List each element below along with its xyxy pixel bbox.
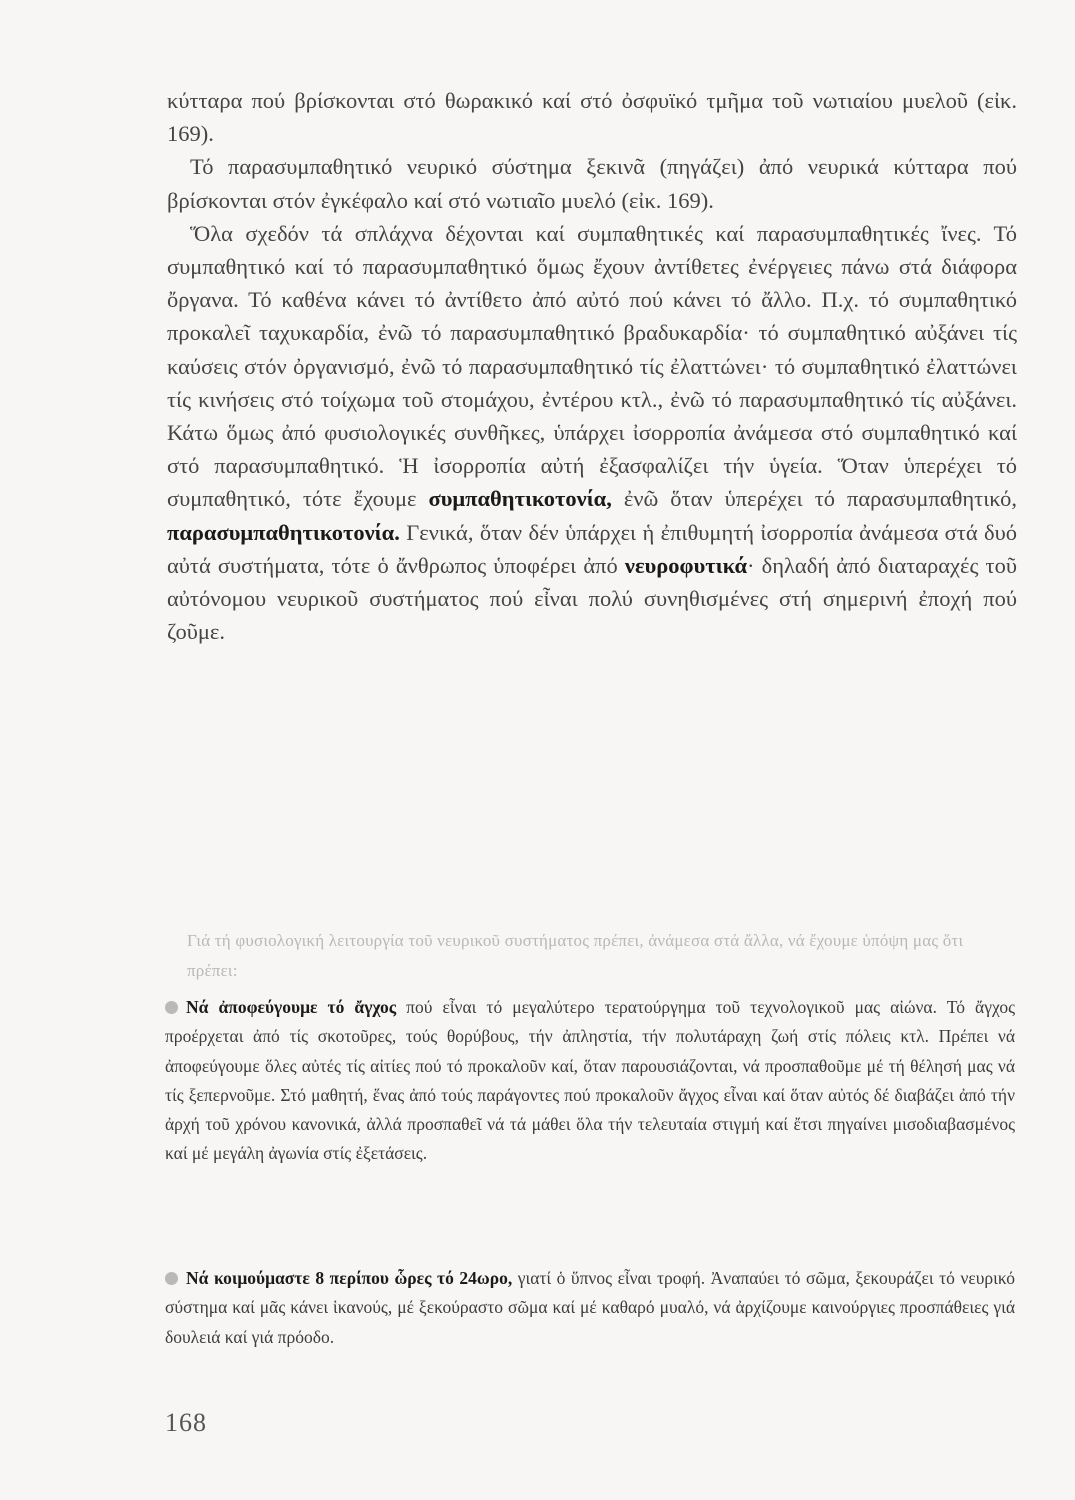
paragraph-1: κύτταρα πού βρίσκονται στό θωρακικό καί στό ὀσφυϊκό τμῆμα τοῦ νωτιαίου μυελοῦ (εἰκ. 169). (167, 88, 1017, 147)
advice-item-sleep (165, 1264, 1015, 1352)
advice-intro-text: Γιά τή φυσιολογική λειτουργία τοῦ νευρικοῦ συστήματος πρέπει, ἀνάμεσα στά ἄλλα, νά ἔχουμε ὑπόψη μας ὅτι πρέπει: (187, 931, 964, 980)
advice-item-anxiety (165, 993, 1015, 1169)
advice-item-anxiety-title: Νά ἀποφεύγουμε τό ἄγχος (186, 997, 397, 1017)
paragraph-3-text-b: ἐνῶ ὅταν ὑπερέχει τό παρασυμπαθητικό, (611, 486, 1017, 512)
advice-intro (187, 926, 1017, 986)
advice-item-anxiety-text (165, 993, 1015, 1169)
advice-item-sleep-title: Νά κοιμούμαστε 8 περίπου ὧρες τό 24ωρο, (186, 1268, 513, 1288)
bullet-dot-icon (165, 1001, 178, 1014)
paragraph-3-text-c: Γενικά, ὅταν δέν ὑπάρχει ἡ ἐπιθυμητή ἰσορροπία ἀνάμεσα στά δυό αὐτά συστήματα, τότε ὁ ἄνθρωπος ὑποφέρει ἀπό (167, 519, 1017, 578)
term-neurovegetative: νευροφυτικά (624, 552, 748, 578)
paragraph-3 (167, 217, 1017, 649)
term-sympathicotonia: συμπαθητικοτονία, (428, 486, 612, 512)
page-number: 168 (165, 1408, 207, 1437)
term-parasympathicotonia: παρασυμπαθητικοτονία. (167, 519, 400, 545)
paragraph-3-text-a: Ὅλα σχεδόν τά σπλάχνα δέχονται καί συμπαθητικές καί παρασυμπαθητικές ἴνες. Τό συμπαθητικό καί τό παρασυμπαθητικό ὅμως ἔχουν ἀντίθετες ἐνέργειες πάνω στά διάφορα ὄργανα. Τό καθένα κάνει τό ἀντίθετο ἀπό αὐτό πού κάνει τό ἄλλο. Π.χ. τό συμπαθητικό προκαλεῖ ταχυκαρδία, ἐνῶ τό παρασυμπαθητικό βραδυκαρδία· τό συμπαθητικό αὐξάνει τίς καύσεις στόν ὀργανισμό, ἐνῶ τό παρασυμπαθητικό τίς ἐλαττώνει· τό συμπαθητικό ἐλαττώνει τίς κινήσεις στό τοίχωμα τοῦ στομάχου, ἐντέρου κτλ., ἐνῶ τό παρασυμπαθητικό τίς αὐξάνει. Κάτω ὅμως ἀπό φυσιολογικές συνθῆκες, ὑπάρχει ἰσορροπία ἀνάμεσα στό συμπαθητικό καί στό παρασυμπαθητικό. Ἡ ἰσορροπία αὐτή ἐξασφαλίζει τήν ὑγεία. Ὅταν ὑπερέχει τό συμπαθητικό, τότε ἔχουμε (167, 220, 1017, 512)
main-text-block (167, 84, 1017, 648)
advice-item-sleep-body: γιατί ὁ ὕπνος εἶναι τροφή. Ἀναπαύει τό σῶμα, ξεκουράζει τό νευρικό σύστημα καί μᾶς κάνει ἱκανούς, μέ ξεκούραστο σῶμα καί μέ καθαρό μυαλό, νά ἀρχίζουμε καινούργιες προσπάθειες γιά δουλειά καί γιά πρόοδο. (165, 1268, 1016, 1347)
paragraph-3-text-d: · δηλαδή ἀπό διαταραχές τοῦ αὐτόνομου νευρικοῦ συστήματος πού εἶναι πολύ συνηθισμένες στή σημερινή ἐποχή πού ζοῦμε. (167, 552, 1017, 645)
advice-item-anxiety-body: πού εἶναι τό μεγαλύτερο τερατούργημα τοῦ τεχνολογικοῦ μας αἰώνα. Τό ἄγχος προέρχεται ἀπό τίς σκοτοῦρες, τούς θορύβους, τήν ἀπληστία, τήν πολυτάραχη ζωή στίς πόλεις κτλ. Πρέπει νά ἀποφεύγουμε ὅλες αὐτές τίς αἰτίες πού τό προκαλοῦν καί, ὅταν παρουσιάζονται, νά προσπαθοῦμε μέ τή θέλησή μας νά τίς ξεπερνοῦμε. Στό μαθητή, ἕνας ἀπό τούς παράγοντες πού προκαλοῦν ἄγχος εἶναι καί ὅταν αὐτός δέ διαβάζει ἀπό τήν ἀρχή τοῦ χρόνου κανονικά, ἀλλά προσπαθεῖ νά τά μάθει ὅλα τήν τελευταία στιγμή καί ἔτσι πηγαίνει μισοδιαβασμένος καί μέ μεγάλη ἀγωνία στίς ἐξετάσεις. (165, 997, 1016, 1164)
advice-item-sleep-text (165, 1264, 1015, 1352)
bullet-dot-icon (165, 1272, 178, 1285)
paragraph-2: Τό παρασυμπαθητικό νευρικό σύστημα ξεκινᾶ (πηγάζει) ἀπό νευρικά κύτταρα πού βρίσκονται στόν ἐγκέφαλο καί στό νωτιαῖο μυελό (εἰκ. 169). (167, 154, 1017, 213)
